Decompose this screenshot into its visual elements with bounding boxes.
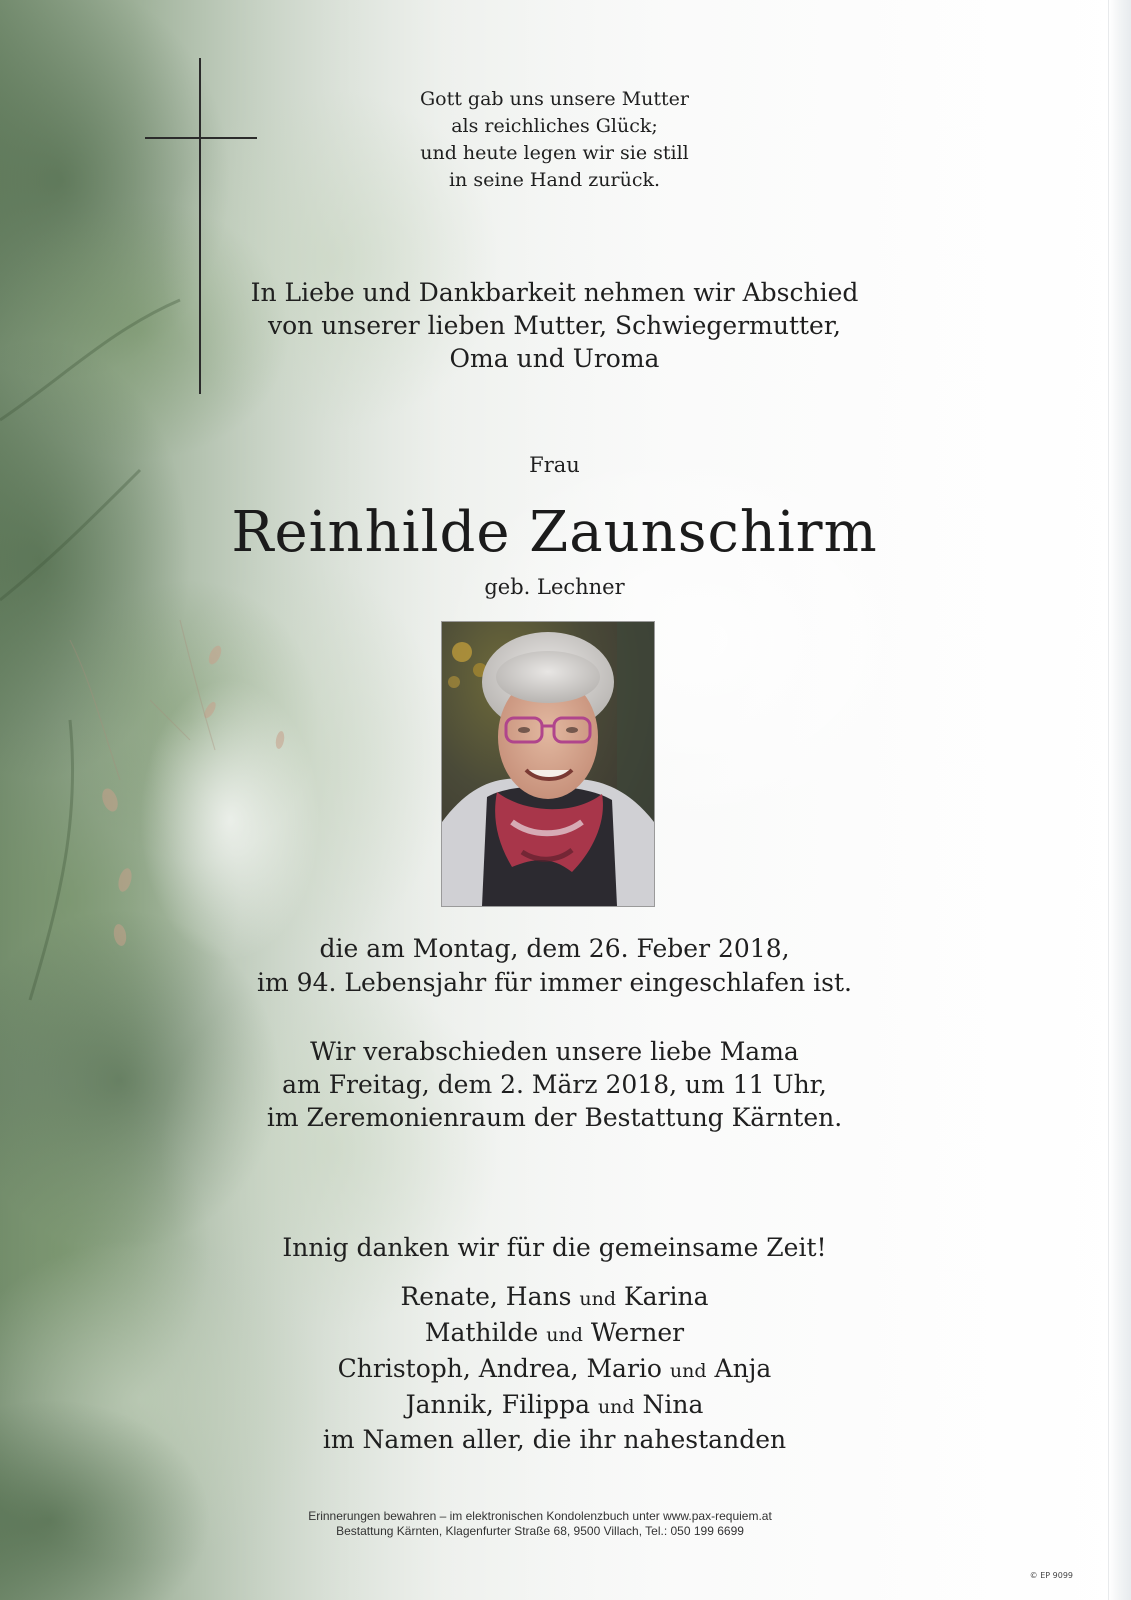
mourner-names: Nina (642, 1390, 704, 1419)
intro-line: von unserer lieben Mutter, Schwiegermutter, (267, 311, 842, 340)
intro-line: Oma und Uroma (449, 344, 660, 373)
connector-word: und (546, 1324, 583, 1346)
connector-word: und (579, 1288, 617, 1310)
mourners-list (0, 1280, 1109, 1424)
mourner-names: Werner (590, 1318, 685, 1347)
footer-condolence-line: Erinnerungen bewahren – im elektronischen Kondolenzbuch unter www.pax-requiem.at (308, 1509, 772, 1523)
footer-address-line: Bestattung Kärnten, Klagenfurter Straße 68, 9500 Villach, Tel.: 050 199 6699 (336, 1524, 744, 1538)
maiden-name: geb. Lechner (484, 575, 625, 599)
mourner-row (0, 1352, 1109, 1388)
deceased-name: Reinhilde Zaunschirm (231, 500, 878, 565)
mourner-row (0, 1388, 1109, 1424)
poem-line: Gott gab uns unsere Mutter (419, 88, 689, 110)
mourner-names: Karina (624, 1282, 709, 1311)
connector-word: und (669, 1360, 707, 1382)
footer (0, 1509, 1080, 1539)
mourner-names: Anja (714, 1354, 772, 1383)
salutation: Frau (529, 453, 580, 477)
funeral-line: am Freitag, dem 2. März 2018, um 11 Uhr, (282, 1070, 827, 1099)
closing-line: im Namen aller, die ihr nahestanden (322, 1425, 787, 1454)
funeral-line: Wir verabschieden unsere liebe Mama (310, 1037, 799, 1066)
funeral-line: im Zeremonienraum der Bestattung Kärnten. (266, 1103, 843, 1132)
poem-line: und heute legen wir sie still (420, 142, 689, 164)
portrait-photo (441, 621, 655, 907)
funeral-details (0, 1035, 1109, 1134)
death-notice-line: im 94. Lebensjahr für immer eingeschlafen ist. (257, 968, 852, 997)
poem-line: als reichliches Glück; (451, 115, 658, 137)
mourner-names: Jannik, Filippa (405, 1390, 590, 1419)
death-notice (0, 932, 1109, 1000)
mourner-names: Renate, Hans (400, 1282, 572, 1311)
paper-edge (1108, 0, 1131, 1600)
poem (0, 86, 1109, 194)
poem-line: in seine Hand zurück. (448, 169, 661, 191)
mourner-names: Christoph, Andrea, Mario (337, 1354, 662, 1383)
copyright-mark: © EP 9099 (1029, 1571, 1073, 1580)
intro-line: In Liebe und Dankbarkeit nehmen wir Abschied (250, 278, 859, 307)
connector-word: und (597, 1396, 635, 1418)
death-notice-line: die am Montag, dem 26. Feber 2018, (319, 934, 790, 963)
farewell-intro (0, 276, 1109, 375)
mourner-names: Mathilde (424, 1318, 539, 1347)
mourner-row (0, 1280, 1109, 1316)
thanks-line: Innig danken wir für die gemeinsame Zeit! (282, 1233, 827, 1262)
mourner-row (0, 1316, 1109, 1352)
